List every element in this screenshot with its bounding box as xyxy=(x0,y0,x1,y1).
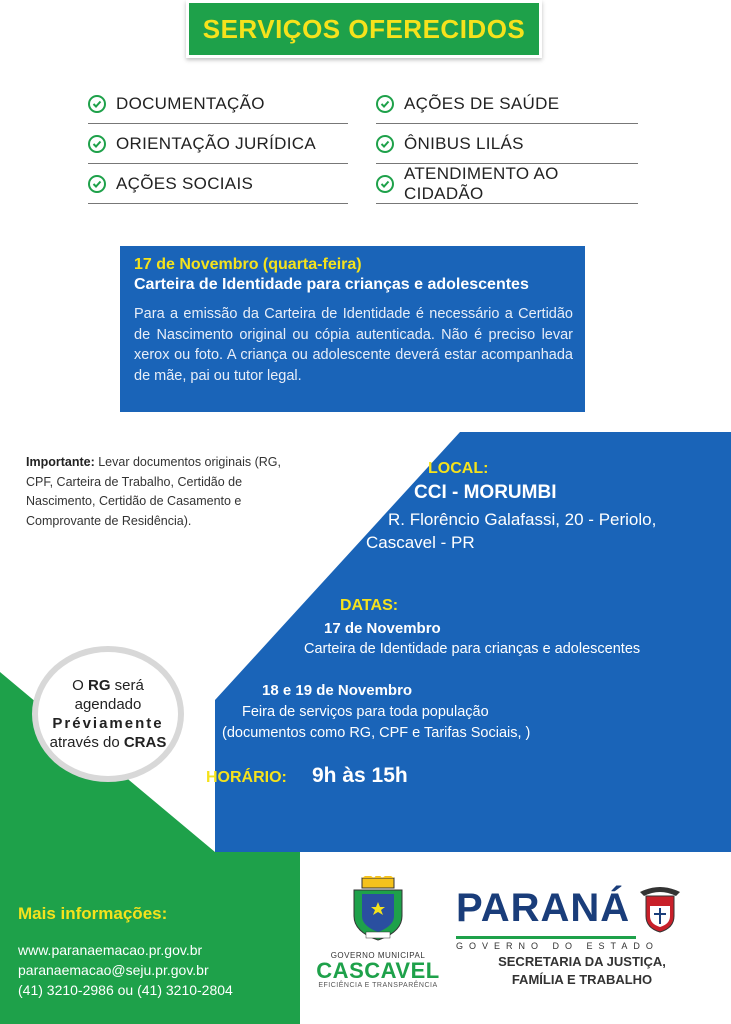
datas-label: DATAS: xyxy=(340,597,399,614)
date-1-desc: Carteira de Identidade para crianças e adolescentes xyxy=(304,641,641,657)
badge-line-1 xyxy=(72,676,144,695)
info-subtitle: Carteira de Identidade para crianças e adolescentes xyxy=(134,276,529,293)
service-item xyxy=(376,124,638,164)
service-item xyxy=(376,84,638,124)
service-label: DOCUMENTAÇÃO xyxy=(116,93,265,113)
check-icon xyxy=(376,95,394,113)
title-banner xyxy=(186,0,542,58)
service-label: ATENDIMENTO AO CIDADÃO xyxy=(404,163,559,203)
page-title: SERVIÇOS OFERECIDOS xyxy=(202,13,526,44)
contact-website[interactable]: www.paranaemacao.pr.gov.br xyxy=(18,942,203,958)
parana-name: PARANÁ xyxy=(456,886,631,930)
parana-underline xyxy=(456,936,636,939)
local-name: CCI - MORUMBI xyxy=(414,482,557,503)
cascavel-tagline: EFICIÊNCIA E TRANSPARÊNCIA xyxy=(318,982,438,989)
info-date: 17 de Novembro (quarta-feira) xyxy=(134,256,362,273)
date-1: 17 de Novembro xyxy=(324,620,441,637)
badge-line-3: Préviamente xyxy=(52,715,164,732)
badge-text: O xyxy=(72,677,88,694)
service-item xyxy=(88,84,348,124)
parana-secretaria-line2: FAMÍLIA E TRABALHO xyxy=(511,972,653,987)
service-label: AÇÕES SOCIAIS xyxy=(116,173,254,193)
services-right-column xyxy=(376,84,638,204)
parana-gov: GOVERNO DO ESTADO xyxy=(456,941,659,951)
cascavel-logo xyxy=(308,876,448,989)
info-body: Para a emissão da Carteira de Identidade é necessário a Certidão de Nascimento original ou cópia autenticada. Não é preciso levar xerox ou foto. A criança ou adolescente deverá estar acompanhada de mãe, pai ou tutor legal. xyxy=(134,306,573,384)
service-item xyxy=(376,164,638,204)
badge-text-bold: RG xyxy=(87,677,111,694)
rg-scheduling-badge xyxy=(32,646,184,782)
parana-secretaria-line1: SECRETARIA DA JUSTIÇA, xyxy=(498,954,666,969)
local-address-line2: Cascavel - PR xyxy=(366,533,475,552)
cascavel-top-text: GOVERNO MUNICIPAL xyxy=(330,951,426,960)
check-icon xyxy=(376,175,394,193)
badge-text: através do xyxy=(49,734,124,751)
contact-email[interactable]: paranaemacao@seju.pr.gov.br xyxy=(18,962,209,978)
check-icon xyxy=(376,135,394,153)
badge-line-4 xyxy=(50,733,167,752)
badge-text: será xyxy=(110,677,144,694)
badge-line-2: agendado xyxy=(74,696,142,713)
horario-label: HORÁRIO: xyxy=(206,769,287,786)
date-2-desc-a: Feira de serviços para toda população xyxy=(242,704,489,720)
important-text: Levar documentos originais (RG, CPF, Carteira de Trabalho, Certidão de Nascimento, Certidão de Casamento e Comprovante de Residência). xyxy=(26,455,281,528)
local-address-line1: R. Florêncio Galafassi, 20 - Periolo, xyxy=(388,510,657,529)
date-2-desc-b: (documentos como RG, CPF e Tarifas Sociais, ) xyxy=(222,725,531,741)
service-item xyxy=(88,164,348,204)
horario-value: 9h às 15h xyxy=(312,764,408,787)
badge-text-bold: CRAS xyxy=(123,734,167,751)
service-label: AÇÕES DE SAÚDE xyxy=(404,93,560,113)
service-label: ORIENTAÇÃO JURÍDICA xyxy=(116,133,316,153)
cascavel-name: CASCAVEL xyxy=(316,958,440,983)
important-note xyxy=(26,453,296,531)
cascavel-crest-icon xyxy=(348,876,408,942)
parana-logo xyxy=(456,882,708,987)
contact-heading: Mais informações: xyxy=(18,904,168,923)
service-label: ÔNIBUS LILÁS xyxy=(404,133,524,153)
date-2: 18 e 19 de Novembro xyxy=(262,682,413,699)
check-icon xyxy=(88,95,106,113)
service-item xyxy=(88,124,348,164)
check-icon xyxy=(88,135,106,153)
check-icon xyxy=(88,175,106,193)
contact-phones: (41) 3210-2986 ou (41) 3210-2804 xyxy=(18,982,233,998)
identity-card-info-box xyxy=(120,246,585,412)
parana-coat-of-arms-icon xyxy=(636,882,684,934)
important-label: Importante: xyxy=(26,455,95,469)
contact-info xyxy=(18,904,298,1000)
services-left-column xyxy=(88,84,348,204)
local-label: LOCAL: xyxy=(428,460,489,477)
